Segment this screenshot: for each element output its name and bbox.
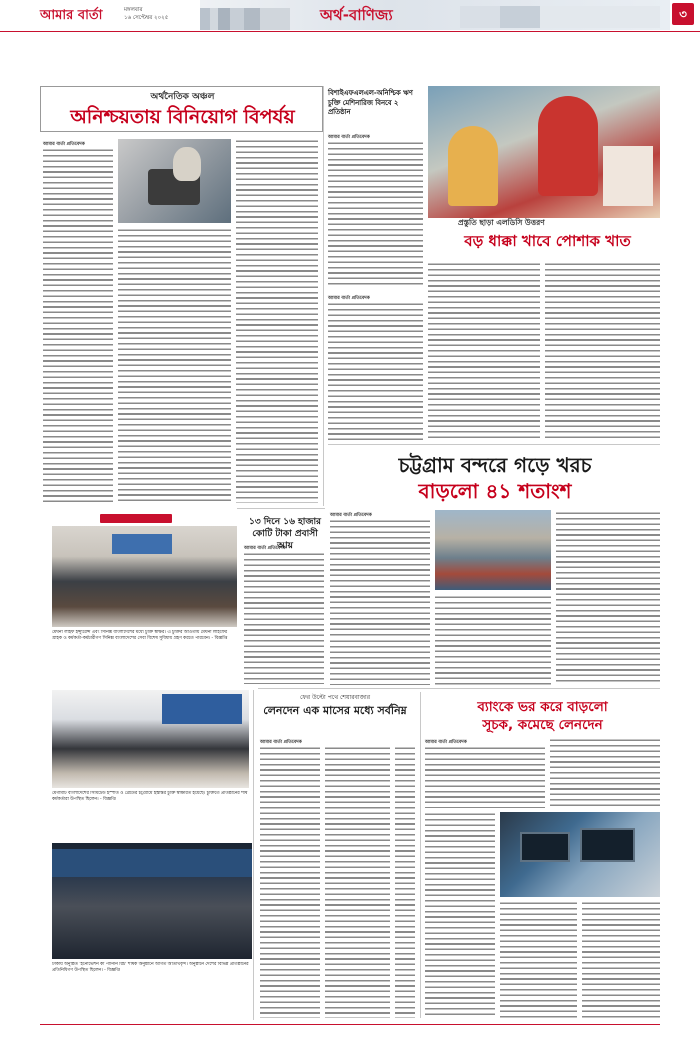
bank-photo — [500, 812, 660, 897]
fabric-roll — [603, 146, 653, 206]
bida-body — [328, 141, 423, 286]
worker-figure — [538, 96, 598, 196]
masthead-rule — [0, 31, 700, 32]
stock-body-col1 — [260, 746, 320, 1018]
bank-body-col3 — [500, 901, 577, 1018]
lead-body-col2-bottom — [118, 228, 231, 503]
port-headline-2: বাড়লো ৪১ শতাংশ — [418, 479, 572, 503]
page-number-badge — [672, 3, 694, 25]
garments-byline: আমার বার্তা প্রতিবেদক — [328, 296, 370, 301]
bank-body-col1 — [425, 746, 545, 808]
lead-photo — [118, 139, 231, 223]
garments-caption-tag: প্রস্তুতি ছাড়া এলডিসি উত্তরণ — [458, 218, 545, 227]
chart-graphic — [460, 6, 660, 28]
stock-body-col2 — [325, 746, 390, 1018]
monitor-graphic — [580, 828, 635, 862]
masthead-weekday: মঙ্গলবার — [124, 7, 143, 13]
masthead-logo: আমার বার্তা — [40, 8, 103, 23]
stock-kicker: ফের উল্টো পথে শেয়ারবাজার — [299, 694, 371, 701]
vertical-rule-2 — [253, 690, 254, 1020]
port-body-col3 — [556, 511, 660, 685]
promo-caption-1: মেঘনা লাইফ ইন্স্যুরেন্স এবং সিনিক্স বাংলাদেশের মধ্যে চুক্তি স্বাক্ষর। এ চুক্তির আওতায় মেঘনা লাইফের গ্রাহক ও কর্মকর্তা-কর্মচারীগণ সিনিক্স বাংলাদেশের সেবা বিশেষ সুবিধায় গ্রহণ করতে পারবেন। - বিজ্ঞপ্তি — [52, 630, 228, 641]
port-photo — [435, 510, 551, 590]
promo-photo-1 — [52, 526, 237, 627]
vertical-rule-1 — [323, 86, 324, 506]
lead-body-col3 — [236, 139, 318, 503]
portrait-icon — [173, 147, 201, 181]
bank-body-col1-lower — [425, 812, 495, 1018]
port-body-col1-lower — [330, 639, 430, 685]
lead-headline-box — [40, 86, 323, 132]
garments-body-col1 — [328, 302, 423, 440]
page-number: ৩ — [679, 7, 687, 21]
bida-headline: বিশাইএফএলএল-অনিশ্চিক ঋণ চুক্তি মেশিনারিজ বিনবে ২ প্রতিষ্ঠান — [328, 89, 413, 116]
skyline-graphic — [200, 8, 290, 30]
section-title: অর্থ-বাণিজ্য — [320, 6, 393, 24]
promo-photo-3 — [52, 843, 252, 959]
bank-byline: আমার বার্তা প্রতিবেদক — [425, 740, 467, 745]
remittance-headline: ১৩ দিনে ১৬ হাজার কোটি টাকা প্রবাসী আয় — [248, 517, 322, 551]
garments-photo — [428, 86, 660, 218]
garments-body-col3 — [545, 262, 660, 440]
worker-figure — [448, 126, 498, 206]
lead-body-col1 — [43, 148, 113, 503]
port-body-col1 — [330, 519, 430, 639]
bank-headline-1: ব্যাংকে ভর করে বাড়লো — [477, 699, 608, 715]
event-banner — [162, 694, 242, 724]
masthead-date: ১৬ সেপ্টেম্বর ২০২৫ — [124, 15, 169, 21]
horizontal-rule-stock — [258, 688, 660, 689]
port-headline-1: চট্টগ্রাম বন্দরে গড়ে খরচ — [398, 453, 592, 477]
remittance-byline: আমার বার্তা প্রতিবেদক — [244, 546, 286, 551]
garments-body-col2 — [428, 262, 540, 440]
vertical-rule-3 — [420, 692, 421, 1018]
horizontal-rule-port — [328, 444, 660, 445]
remittance-body — [244, 552, 324, 684]
garments-headline: বড় ধাক্কা খাবে পোশাক খাত — [464, 232, 631, 250]
lead-headline: অনিশ্চয়তায় বিনিয়োগ বিপর্যয় — [70, 106, 295, 128]
bank-body-col2 — [550, 738, 660, 808]
event-banner — [112, 534, 172, 554]
lead-kicker: অর্থনৈতিক অঞ্চল — [150, 92, 215, 102]
monitor-graphic — [520, 832, 570, 862]
lead-byline: আমার বার্তা প্রতিবেদক — [43, 142, 85, 147]
stock-body-col3 — [395, 746, 415, 1018]
promo-caption-3: ঢাকায় অনুষ্ঠিত 'ইনোভেশন কী পানিনি রিচ' শীর্ষক অনুষ্ঠানে আগত অতিথিবৃন্দ। অনুষ্ঠানে দেশের বিভিন্ন প্রতিষ্ঠানের প্রতিনিধিগণ উপস্থিত ছিলেন। - বিজ্ঞপ্তি — [52, 962, 249, 973]
stage-backdrop — [52, 849, 252, 877]
promo-caption-2: মেগামার্ট বাংলাদেশের সিমিটেড ইস্পাত ও ব্রেডের চট্টগ্রামে হস্তান্তর চুক্তি স্বাক্ষরিত হয়েছে। চুক্তিতে প্রতিষ্ঠানের শীর্ষ কর্মকর্তারা উপস্থিত ছিলেন। - বিজ্ঞপ্তি — [52, 791, 248, 802]
bida-byline: আমার বার্তা প্রতিবেদক — [328, 135, 370, 140]
port-byline: আমার বার্তা প্রতিবেদক — [330, 513, 372, 518]
bank-headline-2: সূচক, কমেছে লেনদেন — [482, 717, 603, 733]
masthead-graphic — [200, 0, 670, 30]
horizontal-rule-remit — [237, 508, 325, 509]
stock-headline: লেনদেন এক মাসের মধ্যে সর্বনিম্ন — [263, 704, 407, 717]
stock-byline: আমার বার্তা প্রতিবেদক — [260, 740, 302, 745]
bank-body-col4 — [582, 901, 660, 1018]
promo-tag — [100, 514, 172, 523]
promo-photo-2 — [52, 690, 249, 788]
port-body-col2 — [435, 595, 551, 685]
bottom-rule — [40, 1024, 660, 1025]
masthead — [0, 0, 700, 30]
